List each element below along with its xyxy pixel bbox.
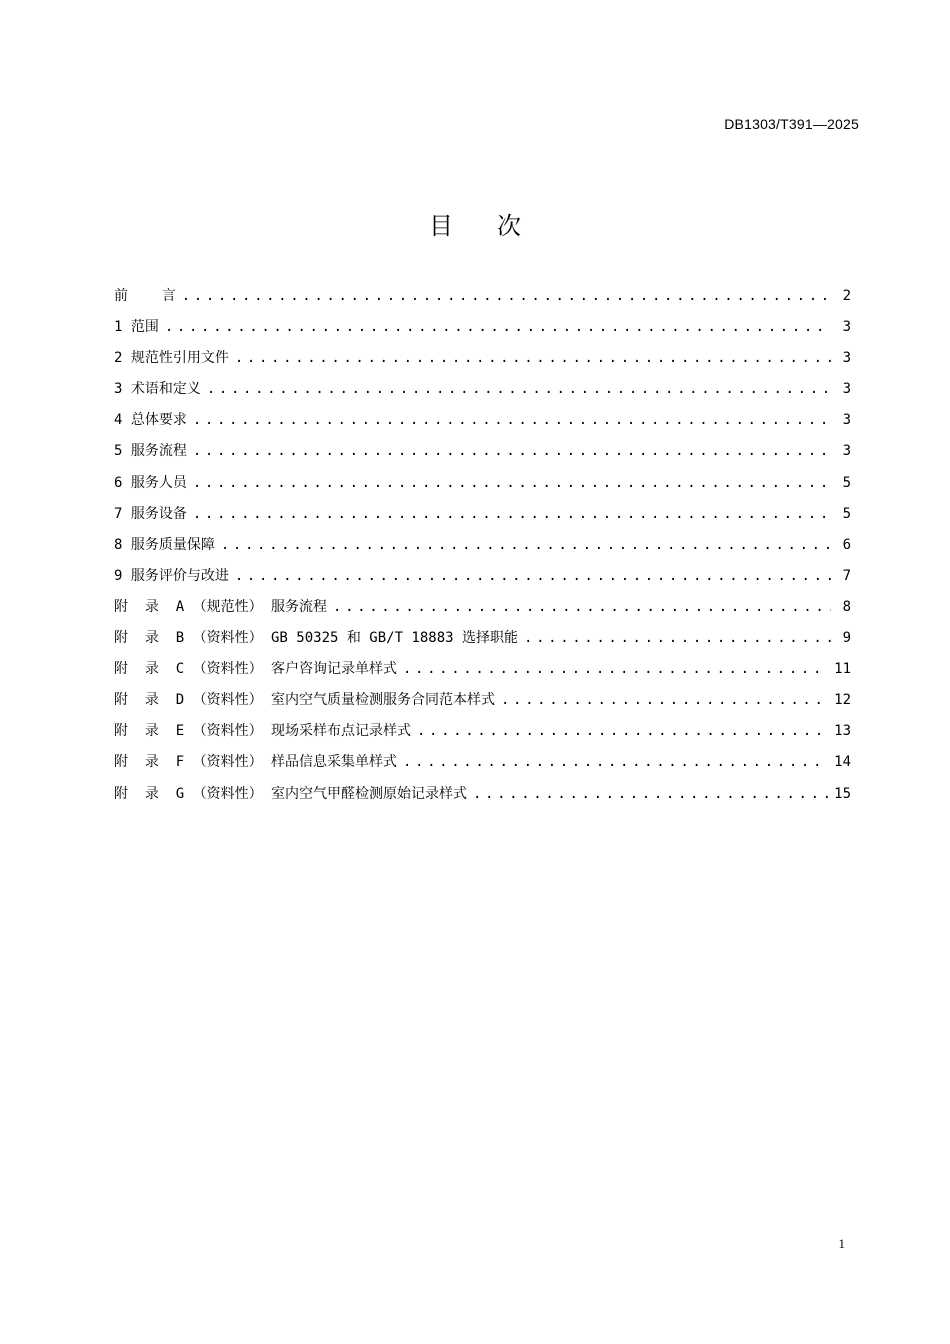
toc-entry-service-equipment[interactable] [114,503,851,534]
toc-entry-label: 附 录 F （资料性） 样品信息采集单样式 [114,754,397,771]
toc-leader-dots [165,319,831,335]
toc-entry-label: 5 服务流程 [114,443,187,460]
toc-entry-label: 附 录 A （规范性） 服务流程 [114,598,328,615]
toc-leader-dots [403,754,828,770]
toc-entry-evaluation-improvement[interactable] [114,565,851,596]
toc-entry-page: 15 [834,785,851,802]
toc-entry-appendix-a[interactable] [114,596,851,627]
toc-leader-dots [221,537,831,553]
toc-entry-service-process[interactable] [114,440,851,471]
toc-entry-normative-references[interactable] [114,347,851,378]
toc-entry-label: 2 规范性引用文件 [114,350,229,367]
toc-entry-scope[interactable] [114,316,851,347]
toc-leader-dots [207,381,831,397]
toc-leader-dots [524,630,831,646]
toc-leader-dots [235,568,831,584]
toc-leader-dots [193,506,831,522]
toc-entry-appendix-b[interactable] [114,627,851,658]
toc-entry-page: 6 [842,536,851,553]
toc-entry-appendix-e[interactable] [114,720,851,751]
toc-entry-appendix-d[interactable] [114,689,851,720]
page-number: 1 [838,1236,845,1251]
toc-entry-label: 前 言 [114,288,176,304]
toc-entry-label: 附 录 D （资料性） 室内空气质量检测服务合同范本样式 [114,692,495,709]
toc-entry-page: 7 [842,567,851,584]
toc-entry-appendix-c[interactable] [114,658,851,689]
toc-entry-page: 5 [842,474,851,491]
toc-leader-dots [417,723,828,739]
toc-entry-page: 14 [834,754,851,771]
toc-leader-dots [235,350,831,366]
toc-entry-label: 附 录 B （资料性） GB 50325 和 GB/T 18883 选择职能 [114,630,519,647]
title-char-1: 目 [429,212,453,240]
toc-entry-label: 附 录 E （资料性） 现场采样布点记录样式 [114,723,411,740]
toc-entry-page: 2 [842,288,851,304]
toc-entry-page: 11 [834,661,851,678]
toc-leader-dots [333,599,831,615]
toc-entry-terms-definitions[interactable] [114,378,851,409]
toc-entry-page: 3 [842,381,851,398]
toc-entry-page: 12 [834,692,851,709]
toc-entry-label: 9 服务评价与改进 [114,567,229,584]
toc-entry-page: 3 [842,350,851,367]
toc-entry-label: 3 术语和定义 [114,381,201,398]
toc-leader-dots [403,661,828,677]
toc-leader-dots [473,786,828,802]
toc-entry-page: 3 [842,443,851,460]
toc-entry-page: 9 [842,630,851,647]
toc-leader-dots [193,412,831,428]
toc-entry-foreword[interactable] [114,285,851,316]
toc-entry-label: 附 录 G （资料性） 室内空气甲醛检测原始记录样式 [114,785,467,802]
toc-entry-label: 8 服务质量保障 [114,536,215,553]
standard-code: DB1303/T391—2025 [724,116,859,132]
toc-leader-dots [501,692,828,708]
toc-entry-label: 附 录 C （资料性） 客户咨询记录单样式 [114,661,397,678]
toc-entry-page: 8 [842,598,851,615]
toc-entry-label: 7 服务设备 [114,505,187,522]
toc-entry-appendix-f[interactable] [114,751,851,782]
toc-leader-dots [182,288,831,304]
toc-leader-dots [193,443,831,459]
toc-entry-general-requirements[interactable] [114,409,851,440]
toc-entry-label: 6 服务人员 [114,474,187,491]
toc-entry-label: 1 范围 [114,319,159,336]
toc-entry-label: 4 总体要求 [114,412,187,429]
toc-entry-page: 13 [834,723,851,740]
toc-entry-page: 3 [842,319,851,336]
toc-entry-service-personnel[interactable] [114,472,851,503]
toc-entry-page: 5 [842,505,851,522]
toc-entry-appendix-g[interactable] [114,783,851,814]
toc-leader-dots [193,475,831,491]
page-title [0,206,950,241]
title-char-2: 次 [497,212,521,240]
table-of-contents [114,285,851,814]
toc-entry-page: 3 [842,412,851,429]
toc-entry-quality-assurance[interactable] [114,534,851,565]
